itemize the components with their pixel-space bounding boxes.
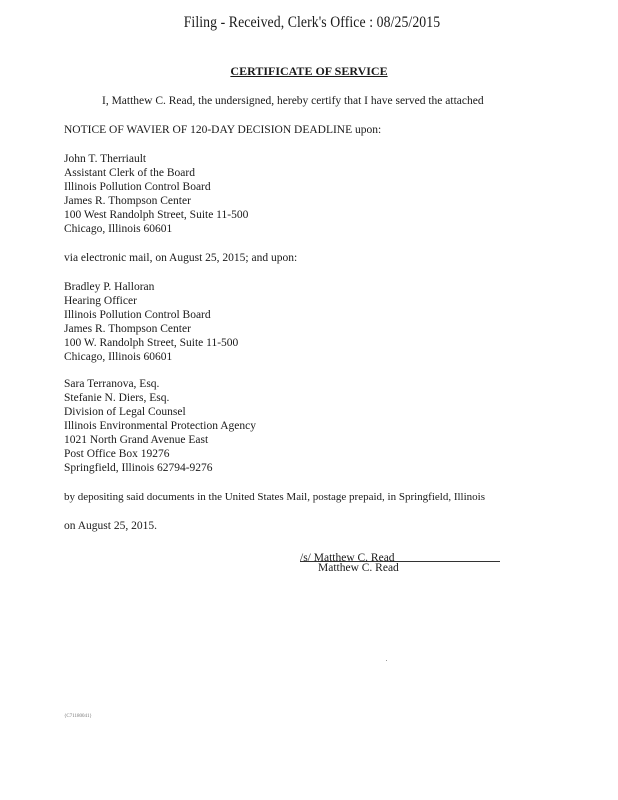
recipient-1-line: Illinois Pollution Control Board <box>64 181 211 193</box>
scan-speck <box>386 660 387 661</box>
signer-name: Matthew C. Read <box>318 562 399 574</box>
recipient-2-line: Chicago, Illinois 60601 <box>64 351 173 363</box>
recipient-3-line: Illinois Environmental Protection Agency <box>64 420 256 432</box>
recipient-3-line: 1021 North Grand Avenue East <box>64 434 209 446</box>
recipient-2-line: James R. Thompson Center <box>64 323 191 335</box>
recipient-1-line: John T. Therriault <box>64 153 147 165</box>
recipient-3-line: Division of Legal Counsel <box>64 406 186 418</box>
service-method-email: via electronic mail, on August 25, 2015; and upon: <box>64 252 298 264</box>
electronic-signature: /s/ Matthew C. Read <box>300 552 395 564</box>
service-method-mail: by depositing said documents in the United States Mail, postage prepaid, in Springfield, Illinois <box>64 491 485 503</box>
recipient-3-line: Springfield, Illinois 62794-9276 <box>64 462 213 474</box>
signature-line <box>300 548 500 562</box>
service-date: on August 25, 2015. <box>64 520 157 532</box>
recipient-1-line: James R. Thompson Center <box>64 195 191 207</box>
recipient-1-line: Chicago, Illinois 60601 <box>64 223 173 235</box>
recipient-2-line: 100 W. Randolph Street, Suite 11-500 <box>64 337 239 349</box>
recipient-3-line: Post Office Box 19276 <box>64 448 170 460</box>
certificate-title: CERTIFICATE OF SERVICE <box>230 64 388 78</box>
intro-line-1: I, Matthew C. Read, the undersigned, hereby certify that I have served the attached <box>102 95 484 107</box>
document-id-code: {C71180041} <box>64 714 92 719</box>
recipient-2-line: Bradley P. Halloran <box>64 281 155 293</box>
recipient-2-line: Hearing Officer <box>64 295 137 307</box>
recipient-1-line: Assistant Clerk of the Board <box>64 167 195 179</box>
recipient-3-line: Stefanie N. Diers, Esq. <box>64 392 170 404</box>
recipient-3-line: Sara Terranova, Esq. <box>64 378 160 390</box>
recipient-1-line: 100 West Randolph Street, Suite 11-500 <box>64 209 249 221</box>
intro-line-2: NOTICE OF WAVIER OF 120-DAY DECISION DEADLINE upon: <box>64 124 382 136</box>
filing-header: Filing - Received, Clerk's Office : 08/25/2015 <box>183 14 441 31</box>
recipient-2-line: Illinois Pollution Control Board <box>64 309 211 321</box>
